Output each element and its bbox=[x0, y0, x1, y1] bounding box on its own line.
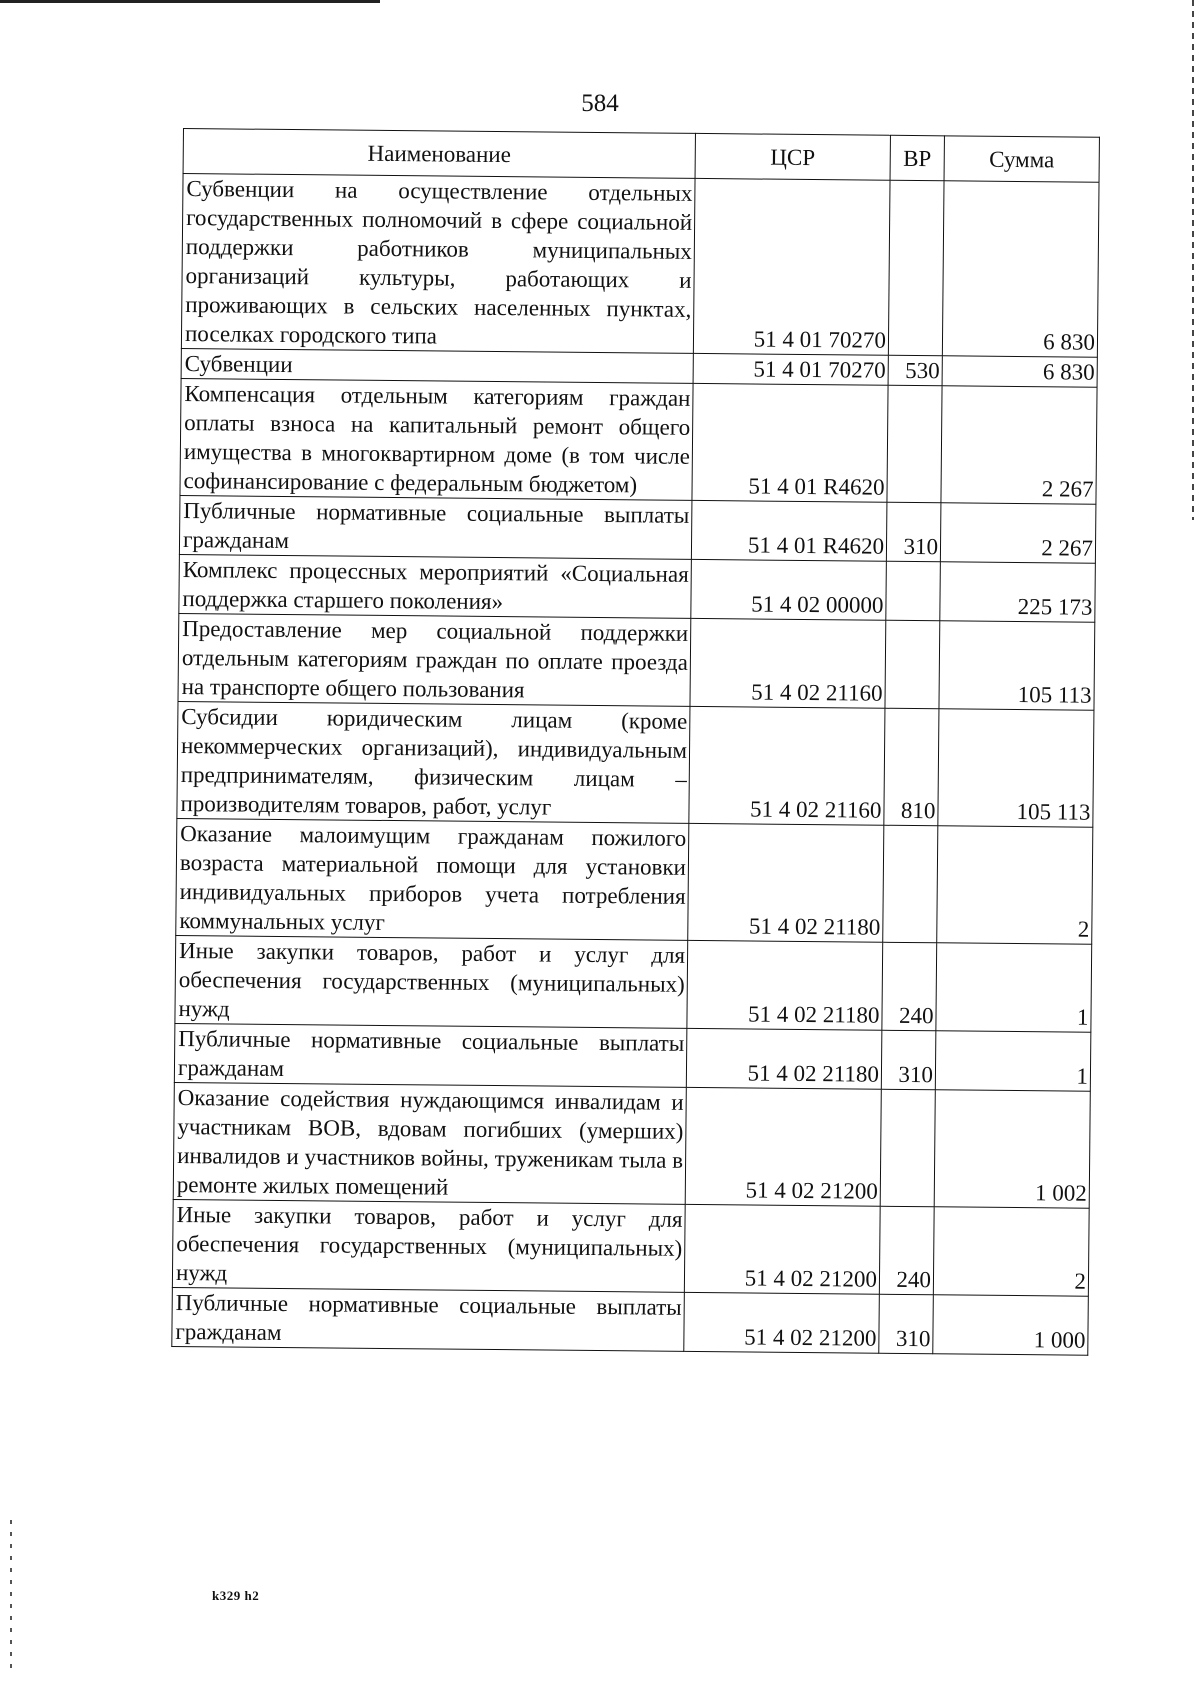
row-vr: 310 bbox=[879, 1294, 934, 1354]
scan-edge-right bbox=[1192, 0, 1194, 520]
row-vr bbox=[883, 825, 938, 943]
header-sum: Сумма bbox=[944, 136, 1099, 182]
row-vr bbox=[885, 620, 940, 709]
row-name: Субвенции bbox=[181, 348, 693, 383]
table-row bbox=[174, 1023, 1091, 1091]
row-csr: 51 4 01 R4620 bbox=[691, 500, 887, 561]
row-vr: 810 bbox=[884, 708, 939, 826]
row-name: Субсидии юридическим лицам (кроме некоммерческих организаций), индивидуальным предпринимателям, физическим лицам – производителям товаров, работ, услуг bbox=[177, 701, 690, 823]
footer-code: k329 h2 bbox=[212, 1588, 260, 1603]
table-row bbox=[180, 378, 1097, 504]
row-csr: 51 4 02 21200 bbox=[685, 1087, 881, 1206]
scan-edge-left bbox=[10, 1520, 12, 1670]
row-vr: 310 bbox=[886, 502, 941, 562]
row-name: Оказание содействия нуждающимся инвалидам и участникам ВОВ, вдовам погибших (умерших) инвалидов и участников войны, труженикам тыла в ремонте жилых помещений bbox=[173, 1082, 686, 1204]
budget-table-container bbox=[171, 128, 1099, 1356]
row-csr: 51 4 01 R4620 bbox=[692, 383, 888, 502]
row-vr: 240 bbox=[879, 1206, 934, 1295]
table-row bbox=[178, 613, 1095, 710]
row-sum: 105 113 bbox=[938, 709, 1094, 827]
table-row bbox=[172, 1287, 1089, 1355]
row-vr: 310 bbox=[881, 1030, 936, 1090]
table-row bbox=[172, 1199, 1089, 1296]
row-name: Оказание малоимущим гражданам пожилого возраста материальной помощи для установки индивидуальных приборов учета потребления коммунальных услуг bbox=[176, 818, 689, 940]
row-sum: 6 830 bbox=[942, 356, 1097, 387]
row-sum: 1 bbox=[935, 1031, 1091, 1091]
row-name: Субвенции на осуществление отдельных государственных полномочий в сфере социальной поддержки работников муниципальных организаций культуры, работающих и проживающих в сельских населенных пунктах, поселках городского типа bbox=[181, 174, 695, 354]
row-csr: 51 4 01 70270 bbox=[693, 178, 890, 355]
row-vr bbox=[888, 180, 944, 356]
table-row bbox=[173, 1082, 1090, 1208]
row-sum: 225 173 bbox=[940, 562, 1096, 622]
row-csr: 51 4 02 21180 bbox=[687, 940, 883, 1030]
row-sum: 1 000 bbox=[933, 1295, 1089, 1355]
row-name: Публичные нормативные социальные выплаты гражданам bbox=[174, 1023, 687, 1087]
row-sum: 2 bbox=[933, 1207, 1089, 1296]
scan-edge-top bbox=[0, 0, 380, 3]
row-sum: 1 bbox=[936, 943, 1092, 1032]
table-row bbox=[179, 554, 1096, 622]
row-name: Публичные нормативные социальные выплаты гражданам bbox=[179, 495, 692, 559]
row-name: Иные закупки товаров, работ и услуг для обеспечения государственных (муниципальных) нужд bbox=[172, 1199, 685, 1292]
table-row bbox=[179, 495, 1096, 563]
row-name: Комплекс процессных мероприятий «Социальная поддержка старшего поколения» bbox=[179, 554, 692, 618]
table-row bbox=[176, 818, 1093, 944]
row-sum: 2 bbox=[937, 826, 1093, 944]
header-name: Наименование bbox=[183, 129, 695, 179]
row-csr: 51 4 02 21180 bbox=[688, 823, 884, 942]
table-row bbox=[177, 701, 1094, 827]
row-name: Компенсация отдельным категориям граждан оплаты взноса на капитальный ремонт общего имущества в многоквартирном доме (в том числе софинансирование с федеральным бюджетом) bbox=[180, 378, 693, 500]
row-csr: 51 4 01 70270 bbox=[693, 353, 888, 385]
row-sum: 6 830 bbox=[942, 181, 1099, 357]
row-name: Иные закупки товаров, работ и услуг для обеспечения государственных (муниципальных) нужд bbox=[175, 935, 688, 1028]
header-csr: ЦСР bbox=[695, 133, 890, 180]
row-csr: 51 4 02 21160 bbox=[689, 706, 885, 825]
row-vr bbox=[886, 561, 941, 621]
header-vr: ВР bbox=[890, 135, 944, 181]
row-sum: 2 267 bbox=[940, 503, 1096, 563]
table-row bbox=[175, 935, 1092, 1032]
row-vr bbox=[880, 1089, 935, 1207]
page-number: 584 bbox=[581, 90, 619, 117]
row-vr: 530 bbox=[888, 355, 942, 386]
row-vr bbox=[887, 385, 942, 503]
row-sum: 1 002 bbox=[934, 1090, 1090, 1208]
row-name: Предоставление мер социальной поддержки отдельным категориям граждан по оплате проезда на транспорте общего пользования bbox=[178, 613, 691, 706]
row-csr: 51 4 02 21200 bbox=[684, 1204, 880, 1294]
row-sum: 105 113 bbox=[939, 621, 1095, 710]
row-csr: 51 4 02 21180 bbox=[686, 1028, 882, 1089]
budget-table bbox=[171, 128, 1100, 1356]
row-sum: 2 267 bbox=[941, 386, 1097, 504]
row-vr: 240 bbox=[882, 942, 937, 1031]
row-csr: 51 4 02 21160 bbox=[690, 618, 886, 708]
row-csr: 51 4 02 00000 bbox=[691, 559, 887, 620]
table-row bbox=[181, 174, 1099, 358]
row-name: Публичные нормативные социальные выплаты гражданам bbox=[172, 1287, 685, 1351]
row-csr: 51 4 02 21200 bbox=[684, 1292, 880, 1353]
